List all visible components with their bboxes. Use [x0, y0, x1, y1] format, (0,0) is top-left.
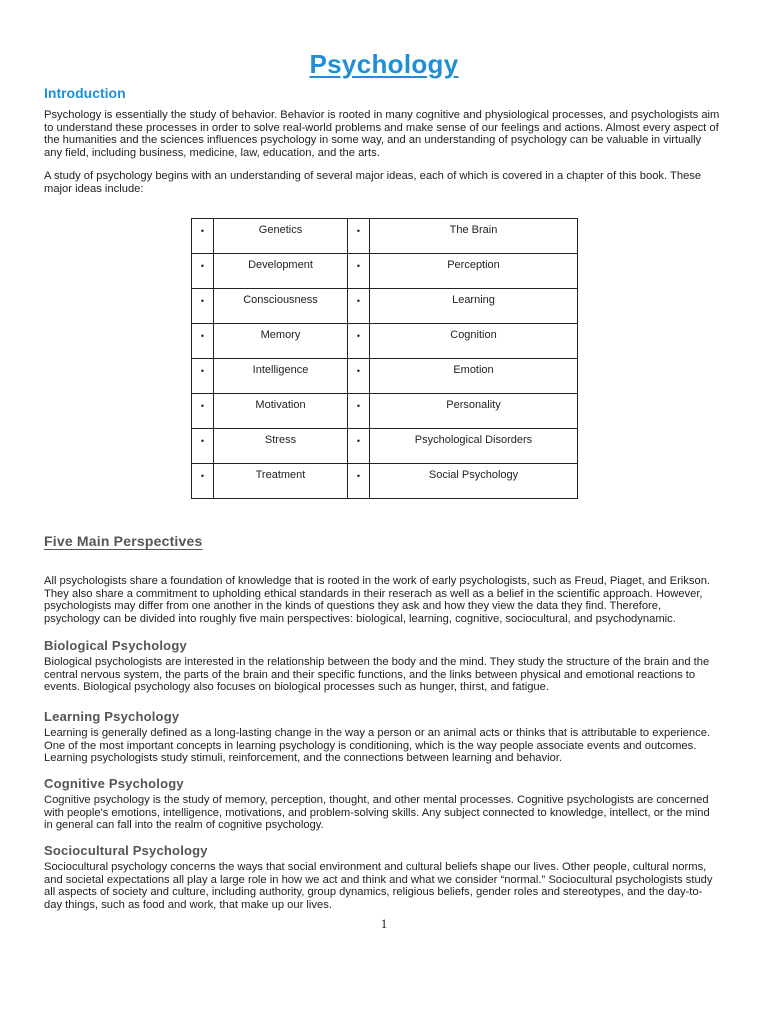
table-cell-idea: Development: [214, 254, 348, 289]
table-bullet: •: [192, 324, 214, 359]
table-bullet: •: [192, 464, 214, 499]
table-cell-idea: Consciousness: [214, 289, 348, 324]
table-bullet: •: [348, 429, 370, 464]
cognitive-paragraph: Cognitive psychology is the study of memory, perception, thought, and other mental processes. Cognitive psychologists are concerned with people's emotions, intelligence, motivations, and problem-solving skills. Any subject connected to knowledge, intellect, or the mind in general can fall into the realm of cognitive psychology.: [44, 794, 710, 832]
page-title: Psychology: [309, 49, 459, 79]
major-ideas-table: [191, 218, 578, 499]
sociocultural-paragraph: Sociocultural psychology concerns the ways that social environment and cultural beliefs shape our lives. Other people, cultural norms, and societal expectations all play a large role in how we act and think and what we consider “normal.” Sociocultural psychologists study all aspects of society and culture, including authority, group dynamics, religious beliefs, gender roles and stereotypes, and the day-to-day things, such as food and work, that make up our lives.: [44, 861, 713, 911]
table-cell-idea: Memory: [214, 324, 348, 359]
introduction-paragraph-2: A study of psychology begins with an understanding of several major ideas, each of which is covered in a chapter of this book. These major ideas include:: [44, 170, 702, 195]
table-cell-idea: Genetics: [214, 219, 348, 254]
learning-heading: Learning Psychology: [44, 709, 180, 724]
cognitive-heading: Cognitive Psychology: [44, 776, 184, 791]
table-cell-idea: Cognition: [370, 324, 578, 359]
table-cell-idea: Intelligence: [214, 359, 348, 394]
table-bullet: •: [192, 219, 214, 254]
table-bullet: •: [348, 464, 370, 499]
table-cell-idea: Emotion: [370, 359, 578, 394]
table-row: [192, 219, 578, 254]
table-bullet: •: [192, 429, 214, 464]
biological-heading: Biological Psychology: [44, 638, 187, 653]
table-bullet: •: [192, 289, 214, 324]
table-row: [192, 324, 578, 359]
perspectives-paragraph: All psychologists share a foundation of knowledge that is rooted in the work of early psychologists, such as Freud, Piaget, and Erikson. They also share a commitment to upholding ethical standards in their reserach as well as a belief in the scientific approach. However, psychologists may differ from one another in the kinds of questions they ask and how they view the data they find. Therefore, psychology can be divided into roughly five main perspectives: biological, learning, cognitive, sociocultural, and psychodynamic.: [44, 575, 711, 625]
table-bullet: •: [348, 289, 370, 324]
table-bullet: •: [192, 359, 214, 394]
table-bullet: •: [348, 254, 370, 289]
table-bullet: •: [192, 394, 214, 429]
sociocultural-heading: Sociocultural Psychology: [44, 843, 208, 858]
page-number: 1: [380, 916, 388, 931]
introduction-heading: Introduction: [44, 85, 126, 101]
table-cell-idea: The Brain: [370, 219, 578, 254]
table-row: [192, 289, 578, 324]
table-cell-idea: Psychological Disorders: [370, 429, 578, 464]
table-bullet: •: [192, 254, 214, 289]
table-cell-idea: Treatment: [214, 464, 348, 499]
introduction-paragraph-1: Psychology is essentially the study of behavior. Behavior is rooted in many cognitive and physiological processes, and psychologists aim to understand these processes in order to solve real-world problems and make sense of our feelings and actions. Almost every aspect of the humanities and the sciences influences psychology in some way, and an understanding of psychology can be valuable in virtually any field, including business, medicine, law, education, and the arts.: [44, 109, 720, 159]
table-cell-idea: Social Psychology: [370, 464, 578, 499]
table-row: [192, 394, 578, 429]
learning-paragraph: Learning is generally defined as a long-lasting change in the way a person or an animal acts or thinks that is attributable to experience. One of the most important concepts in learning psychology is conditioning, which is the way people associate events and outcomes. Learning psychologists study stimuli, reinforcement, and the connections between learning and behavior.: [44, 727, 711, 765]
table-row: [192, 464, 578, 499]
table-bullet: •: [348, 394, 370, 429]
table-row: [192, 359, 578, 394]
table-bullet: •: [348, 359, 370, 394]
table-bullet: •: [348, 219, 370, 254]
table-cell-idea: Perception: [370, 254, 578, 289]
table-row: [192, 429, 578, 464]
table-cell-idea: Personality: [370, 394, 578, 429]
perspectives-heading: Five Main Perspectives: [44, 533, 203, 549]
biological-paragraph: Biological psychologists are interested in the relationship between the body and the mind. They study the structure of the brain and the central nervous system, the parts of the brain and their specific functions, and the links between physical and emotional reactions to events. Biological psychology also focuses on biological processes such as hunger, thirst, and fatigue.: [44, 656, 710, 694]
table-bullet: •: [348, 324, 370, 359]
table-cell-idea: Motivation: [214, 394, 348, 429]
table-cell-idea: Stress: [214, 429, 348, 464]
table-row: [192, 254, 578, 289]
table-cell-idea: Learning: [370, 289, 578, 324]
